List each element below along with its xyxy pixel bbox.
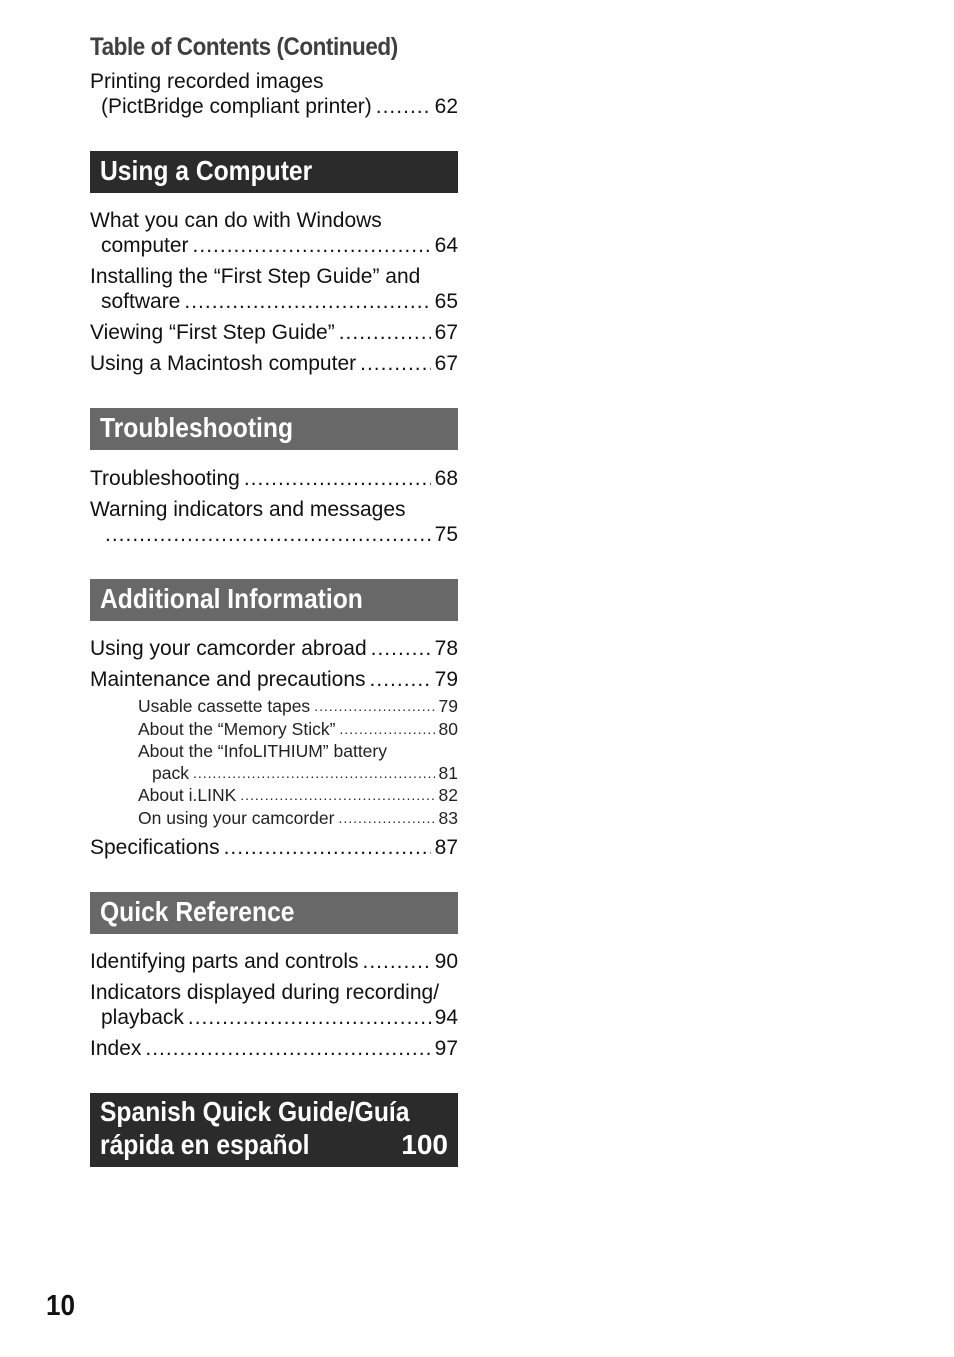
- toc-entry-index[interactable]: [90, 1036, 458, 1061]
- toc-entry-warning[interactable]: [90, 497, 458, 547]
- subentry-page: 82: [438, 785, 458, 805]
- subentry-label: On using your camcorder: [138, 808, 335, 828]
- entry-page: 67: [434, 321, 458, 344]
- entry-label: Installing the “First Step Guide” and: [90, 265, 421, 288]
- toc-entry-macintosh[interactable]: [90, 351, 458, 376]
- entry-label-cont: (PictBridge compliant printer): [101, 95, 372, 118]
- entry-label-cont: software: [101, 290, 181, 313]
- toc-subentry-battery[interactable]: [138, 740, 458, 784]
- entry-page: 87: [434, 836, 458, 859]
- entry-label: Maintenance and precautions: [90, 668, 366, 691]
- subentry-label: About the “InfoLITHIUM” battery: [138, 741, 387, 761]
- entry-page: 90: [434, 950, 458, 973]
- toc-entry-maintenance[interactable]: [90, 667, 458, 692]
- toc-entry-specifications[interactable]: [90, 835, 458, 860]
- entry-label: What you can do with Windows: [90, 209, 382, 232]
- dot-leader: [193, 233, 431, 258]
- section-heading-computer: Using a Computer: [90, 151, 458, 193]
- toc-entry-indicators[interactable]: [90, 980, 458, 1030]
- page-title: Table of Contents (Continued): [90, 33, 398, 61]
- toc-entry-windows[interactable]: [90, 208, 458, 258]
- section-heading-spanish-guide[interactable]: [90, 1093, 458, 1167]
- entry-label-cont: computer: [101, 234, 189, 257]
- toc-entry-installing[interactable]: [90, 264, 458, 314]
- entry-page: 94: [434, 1006, 458, 1029]
- entry-page: 75: [434, 523, 458, 546]
- dot-leader: [188, 1005, 431, 1030]
- entry-label: Identifying parts and controls: [90, 950, 359, 973]
- section-heading-quick-reference: Quick Reference: [90, 892, 458, 934]
- entry-label: Using your camcorder abroad: [90, 637, 367, 660]
- entry-label: Using a Macintosh computer: [90, 352, 357, 375]
- dot-leader: [240, 784, 434, 806]
- subentry-page: 79: [438, 696, 458, 716]
- subentry-page: 83: [438, 808, 458, 828]
- entry-page: 64: [434, 234, 458, 257]
- dot-leader: [360, 351, 431, 376]
- dot-leader: [371, 636, 431, 661]
- entry-page: 65: [434, 290, 458, 313]
- dot-leader: [376, 94, 431, 119]
- entry-label: Printing recorded images: [90, 70, 324, 93]
- entry-page: 68: [434, 467, 458, 490]
- subentry-label: About the “Memory Stick”: [138, 719, 336, 739]
- section-heading-troubleshooting: Troubleshooting: [90, 408, 458, 450]
- dot-leader: [184, 289, 430, 314]
- entry-page: 79: [434, 668, 458, 691]
- dot-leader: [244, 466, 431, 491]
- toc-entry-printing[interactable]: [90, 69, 458, 119]
- subentry-page: 81: [438, 763, 458, 783]
- toc-entry-parts[interactable]: [90, 949, 458, 974]
- toc-subentry-memory-stick[interactable]: [138, 718, 458, 740]
- entry-page: 67: [434, 352, 458, 375]
- dot-leader: [224, 835, 431, 860]
- dot-leader: [339, 718, 434, 740]
- subentry-label: Usable cassette tapes: [138, 696, 311, 716]
- entry-page: 97: [434, 1037, 458, 1060]
- dot-leader: [145, 1036, 430, 1061]
- spanish-guide-line1: Spanish Quick Guide/Guía: [100, 1096, 410, 1127]
- entry-page: 78: [434, 637, 458, 660]
- toc-subentry-using-camcorder[interactable]: [138, 807, 458, 829]
- page-number: 10: [46, 1290, 76, 1322]
- spanish-guide-page: 100: [401, 1129, 448, 1160]
- dot-leader: [314, 695, 434, 717]
- subentry-label: About i.LINK: [138, 785, 237, 805]
- section-heading-additional: Additional Information: [90, 579, 458, 621]
- entry-label: Viewing “First Step Guide”: [90, 321, 335, 344]
- dot-leader: [363, 949, 431, 974]
- toc-subentry-cassette[interactable]: [138, 695, 458, 717]
- dot-leader: [105, 522, 431, 547]
- spanish-guide-line2: rápida en español: [100, 1129, 310, 1160]
- entry-page: 62: [434, 95, 458, 118]
- toc-entry-viewing[interactable]: [90, 320, 458, 345]
- toc-entry-troubleshooting[interactable]: [90, 466, 458, 491]
- dot-leader: [370, 667, 431, 692]
- entry-label: Indicators displayed during recording/: [90, 981, 440, 1004]
- entry-label: Warning indicators and messages: [90, 498, 406, 521]
- entry-label: Index: [90, 1037, 142, 1060]
- subentry-label-cont: pack: [152, 763, 189, 783]
- toc-subentry-ilink[interactable]: [138, 784, 458, 806]
- entry-label: Specifications: [90, 836, 220, 859]
- subentry-page: 80: [438, 719, 458, 739]
- dot-leader: [193, 762, 435, 784]
- dot-leader: [338, 807, 434, 829]
- toc-entry-abroad[interactable]: [90, 636, 458, 661]
- entry-label-cont: playback: [101, 1006, 184, 1029]
- entry-label: Troubleshooting: [90, 467, 240, 490]
- dot-leader: [339, 320, 431, 345]
